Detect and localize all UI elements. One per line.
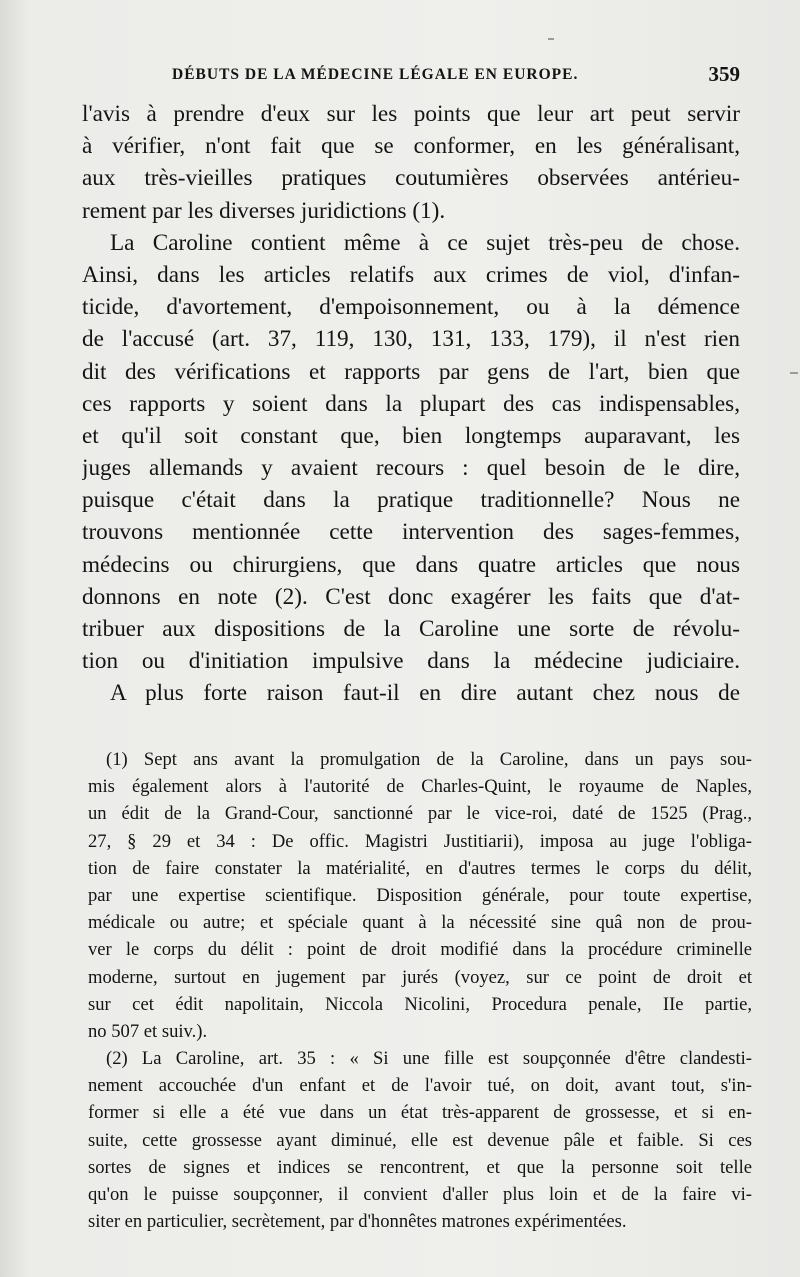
body-line: La Caroline contient même à ce sujet très-peu de chose. xyxy=(110,229,740,256)
footnote-line: sur cet édit napolitain, Niccola Nicolini, Procedura penale, IIe partie, xyxy=(88,993,752,1015)
page-number: 359 xyxy=(708,62,740,86)
body-line: donnons en note (2). C'est donc exagérer les faits que d'at- xyxy=(82,583,740,610)
footnote-line: qu'on le puisse soupçonner, il convient d'aller plus loin et de la faire vi- xyxy=(88,1184,752,1205)
footnote-line: 27, § 29 et 34 : De offic. Magistri Justitiarii), imposa au juge l'obliga- xyxy=(88,830,752,852)
footnote-line: sortes de signes et indices se rencontrent, et que la personne soit telle xyxy=(88,1156,752,1178)
body-line: dit des vérifications et rapports par gens de l'art, bien que xyxy=(82,358,740,385)
footnotes xyxy=(88,746,752,1235)
body-line: trouvons mentionnée cette intervention des sages-femmes, xyxy=(82,519,740,546)
page-header xyxy=(172,62,740,90)
body-line: A plus forte raison faut-il en dire autant chez nous de xyxy=(110,680,740,707)
body-line: aux très-vieilles pratiques coutumières observées antérieu- xyxy=(82,165,740,192)
footnote-line: siter en particulier, secrètement, par d'honnêtes matrones expérimentées. xyxy=(88,1211,627,1233)
body-line: médecins ou chirurgiens, que dans quatre articles que nous xyxy=(82,551,740,578)
body-line: ticide, d'avortement, d'empoisonnement, ou à la démence xyxy=(82,294,740,321)
footnote-line: ver le corps du délit : point de droit modifié dans la procédure criminelle xyxy=(88,939,752,961)
body-line: de l'accusé (art. 37, 119, 130, 131, 133, 179), il n'est rien xyxy=(82,326,740,353)
footnote-line: (2) La Caroline, art. 35 : « Si une fille est soupçonnée d'être clandesti- xyxy=(106,1048,752,1070)
body-line: tion ou d'initiation impulsive dans la médecine judiciaire. xyxy=(82,648,740,675)
footnote-line: médicale ou autre; et spéciale quant à la nécessité sine quâ non de prou- xyxy=(88,912,752,934)
footnote-line: former si elle a été vue dans un état très-apparent de grossesse, et si en- xyxy=(88,1102,752,1124)
body-line: tribuer aux dispositions de la Caroline une sorte de révolu- xyxy=(82,616,740,642)
body-line: à vérifier, n'ont fait que se conformer, en les généralisant, xyxy=(82,133,740,160)
body-text xyxy=(82,98,740,710)
footnote-line: un édit de la Grand-Cour, sanctionné par le vice-roi, daté de 1525 (Prag., xyxy=(88,803,752,825)
footnote-line: nement accouchée d'un enfant et de l'avoir tué, on doit, avant tout, s'in- xyxy=(88,1075,752,1097)
footnote-line: (1) Sept ans avant la promulgation de la Caroline, dans un pays sou- xyxy=(106,749,752,770)
scan-speck xyxy=(790,372,798,374)
footnote-line: par une expertise scientifique. Disposition générale, pour toute expertise, xyxy=(88,884,752,906)
footnote-line: moderne, surtout en jugement par jurés (voyez, sur ce point de droit et xyxy=(88,966,752,988)
body-line: puisque c'était dans la pratique traditionnelle? Nous ne xyxy=(82,487,740,514)
body-line: rement par les diverses juridictions (1). xyxy=(82,197,446,224)
footnote-line: mis également alors à l'autorité de Charles-Quint, le royaume de Naples, xyxy=(88,776,752,798)
scan-speck xyxy=(548,38,554,40)
body-line: Ainsi, dans les articles relatifs aux crimes de viol, d'infan- xyxy=(82,261,740,288)
footnote-line: suite, cette grossesse ayant diminué, elle est devenue pâle et faible. Si ces xyxy=(88,1129,752,1151)
body-line: l'avis à prendre d'eux sur les points que leur art peut servir xyxy=(82,101,740,127)
body-line: et qu'il soit constant que, bien longtemps auparavant, les xyxy=(82,422,740,449)
body-line: juges allemands y avaient recours : quel besoin de le dire, xyxy=(82,455,740,482)
running-title: DÉBUTS DE LA MÉDECINE LÉGALE EN EUROPE. xyxy=(172,66,579,83)
footnote-line: tion de faire constater la matérialité, en d'autres termes le corps du délit, xyxy=(88,857,752,879)
body-line: ces rapports y soient dans la plupart des cas indispensables, xyxy=(82,390,740,417)
footnote-line: no 507 et suiv.). xyxy=(88,1020,208,1042)
